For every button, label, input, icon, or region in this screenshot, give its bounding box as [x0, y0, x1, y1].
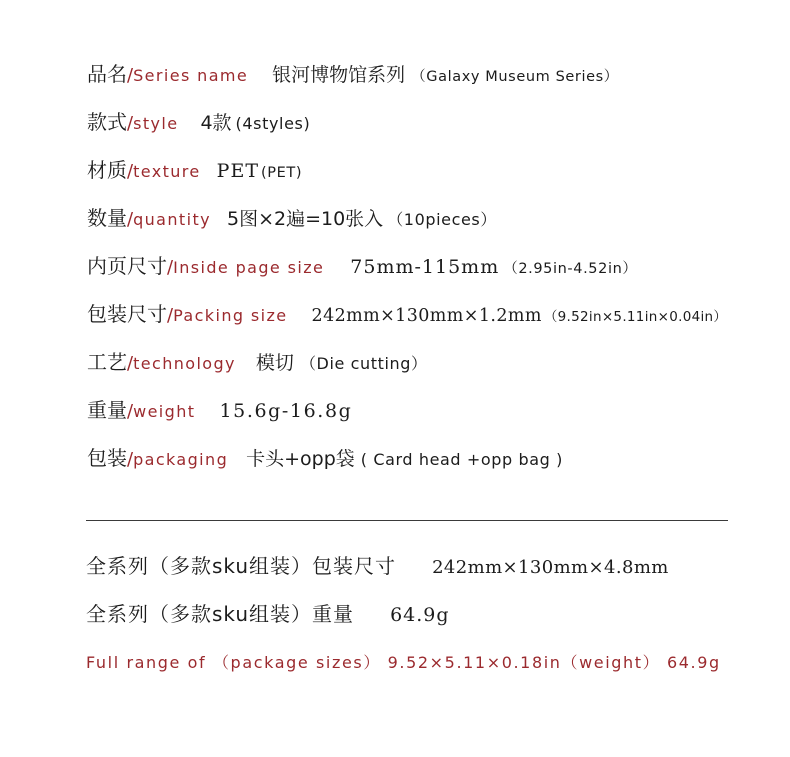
quantity-label-zh: 数量 [87, 206, 127, 230]
technology-note: （Die cutting） [299, 354, 428, 373]
packing-size-label-zh: 包装尺寸 [87, 302, 167, 326]
summary-package-size-value: 242mm×130mm×4.8mm [432, 557, 669, 578]
quantity-note: （10pieces） [387, 210, 497, 229]
technology-label-en: technology [133, 354, 236, 373]
label-separator: / [127, 65, 134, 86]
weight-label-en: weight [133, 402, 196, 421]
series-label-zh: 品名 [87, 62, 127, 86]
label-separator: / [167, 305, 174, 326]
label-separator: / [127, 209, 134, 230]
summary-weight-label: 全系列（多款sku组装）重量 [86, 602, 355, 626]
label-separator: / [167, 257, 174, 278]
packing-size-note: （9.52in×5.11in×0.04in） [543, 309, 728, 325]
inside-size-note: （2.95in-4.52in） [503, 261, 638, 277]
style-value: 4款 [200, 112, 232, 134]
spec-row-series [87, 58, 619, 88]
weight-label-zh: 重量 [87, 398, 127, 422]
section-divider [86, 520, 728, 521]
label-separator: / [127, 113, 134, 134]
label-separator: / [127, 401, 134, 422]
spec-row-quantity [87, 202, 497, 232]
label-separator: / [127, 449, 134, 470]
packaging-label-en: packaging [133, 450, 229, 469]
label-separator: / [127, 161, 134, 182]
texture-note: (PET) [261, 165, 303, 181]
inside-size-label-zh: 内页尺寸 [87, 254, 167, 278]
quantity-label-en: quantity [133, 210, 211, 229]
spec-row-packaging [87, 442, 563, 472]
footer-english-summary: Full range of （package sizes） 9.52×5.11×0.18in（weight） 64.9g [86, 653, 721, 672]
series-label-en: Series name [133, 66, 249, 85]
spec-row-texture [87, 154, 302, 184]
quantity-value: 5图×2遍=10张入 [226, 208, 384, 230]
summary-weight-row [86, 598, 450, 628]
inside-size-value: 75mm-115mm [350, 256, 500, 278]
summary-weight-value: 64.9g [390, 604, 450, 626]
texture-label-en: texture [133, 162, 201, 181]
technology-value: 模切 [255, 352, 294, 374]
series-note: （Galaxy Museum Series） [411, 69, 619, 85]
inside-size-label-en: Inside page size [173, 258, 325, 277]
packaging-label-zh: 包装 [87, 446, 127, 470]
packaging-note: ( Card head +opp bag ) [360, 450, 563, 469]
technology-label-zh: 工艺 [87, 350, 127, 374]
spec-row-packing-size [87, 298, 727, 328]
spec-row-style [87, 106, 310, 136]
style-label-zh: 款式 [87, 110, 127, 134]
spec-row-weight [87, 394, 352, 424]
series-value: 银河博物馆系列 [272, 64, 406, 86]
packaging-value: 卡头+opp袋 [246, 448, 355, 470]
texture-label-zh: 材质 [87, 158, 127, 182]
summary-package-size-label: 全系列（多款sku组装）包装尺寸 [86, 554, 397, 578]
texture-value: PET [216, 160, 259, 182]
style-label-en: style [133, 114, 179, 133]
packing-size-label-en: Packing size [173, 306, 288, 325]
summary-package-size-row [86, 550, 669, 580]
label-separator: / [127, 353, 134, 374]
weight-value: 15.6g-16.8g [219, 400, 353, 422]
style-note: (4styles) [235, 114, 311, 133]
spec-row-inside-size [87, 250, 637, 280]
packing-size-value: 242mm×130mm×1.2mm [311, 306, 542, 326]
spec-row-technology [87, 346, 428, 376]
